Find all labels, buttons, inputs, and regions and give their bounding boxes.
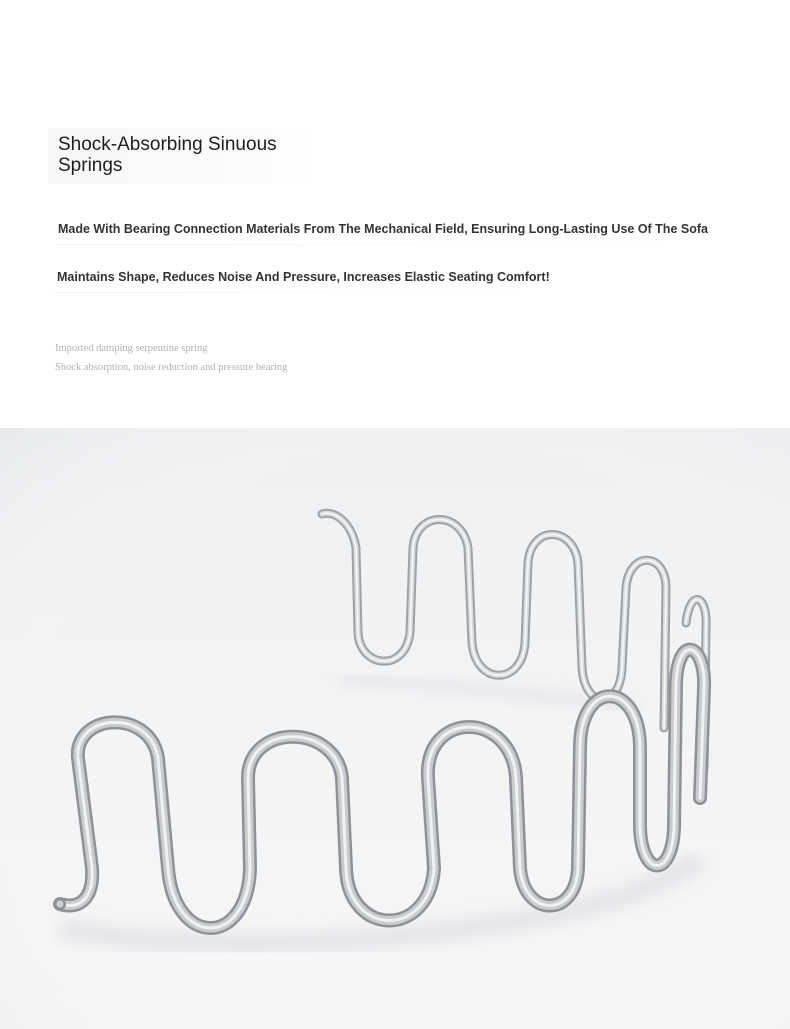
subnote-line-2: Shock absorption, noise reduction and pressure bearing: [55, 362, 288, 373]
divider: [55, 292, 535, 293]
subnote-line-1: Imported damping serpentine spring: [55, 343, 208, 354]
sinuous-spring-photo: [0, 428, 790, 1029]
description-line-1: Made With Bearing Connection Materials From The Mechanical Field, Ensuring Long-Lasting Use Of The Sofa: [58, 222, 708, 236]
description-line-2: Maintains Shape, Reduces Noise And Pressure, Increases Elastic Seating Comfort!: [57, 270, 550, 284]
divider: [58, 244, 688, 245]
section-title: Shock-Absorbing Sinuous Springs: [58, 134, 277, 176]
